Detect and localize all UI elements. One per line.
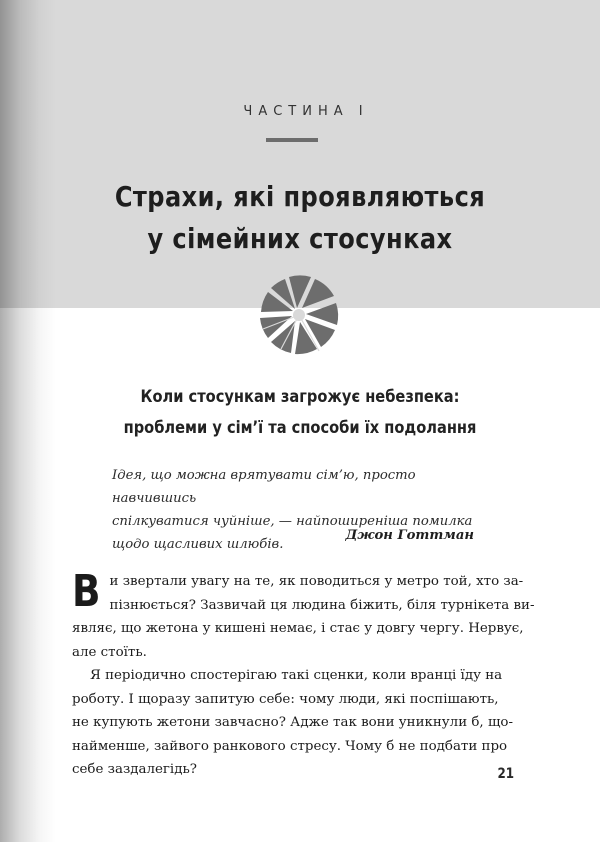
text-line: пізнюється? Зазвичай ця людина біжить, біля турнікета ви- [109,597,535,613]
epigraph-line: щодо щасливих шлюбів. [112,537,284,552]
text-line: але стоїть. [72,644,147,660]
text-line: себе заздалегідь? [72,762,197,777]
text-line: являє, що жетона у кишені немає, і стає у довгу чергу. Нервує, [72,621,524,636]
paragraph [72,566,535,664]
text-line: Я періодично спостерігаю такі сценки, коли вранці їду на [90,668,503,683]
header-gray-band [0,0,600,308]
chapter-title-line: у сімейних стосунках [147,222,453,255]
chapter-title-line: Страхи, які проявляються [114,180,486,213]
paragraph [72,664,513,782]
text-line: найменше, зайвого ранкового стресу. Чому б не подбати про [72,738,508,754]
epigraph-line: Ідея, що можна врятувати сім’ю, просто навчившись [112,468,416,506]
part-label: ЧАСТИНА І [243,104,369,119]
segmented-circle-emblem-icon [258,274,340,356]
body-text [72,566,535,782]
epigraph-line: спілкуватися чуйніше, — найпоширеніша помилка [112,514,473,529]
text-line: и звертали увагу на те, як поводиться у метро той, хто за- [109,574,524,589]
section-title-line: проблеми у сім’ї та способи їх подолання [123,418,477,438]
part-divider [266,138,318,142]
chapter-title [42,176,558,260]
drop-cap: В [72,566,101,617]
text-line: не купують жетони завчасно? Адже так вони уникнули б, що- [72,715,513,730]
section-title-line: Коли стосункам загрожує небезпека: [140,387,460,407]
page-number: 21 [497,766,515,782]
section-title [42,382,558,444]
text-line: роботу. І щоразу запитую себе: чому люди, які поспішають, [72,691,499,707]
epigraph-author: Джон Готтман [345,528,474,543]
